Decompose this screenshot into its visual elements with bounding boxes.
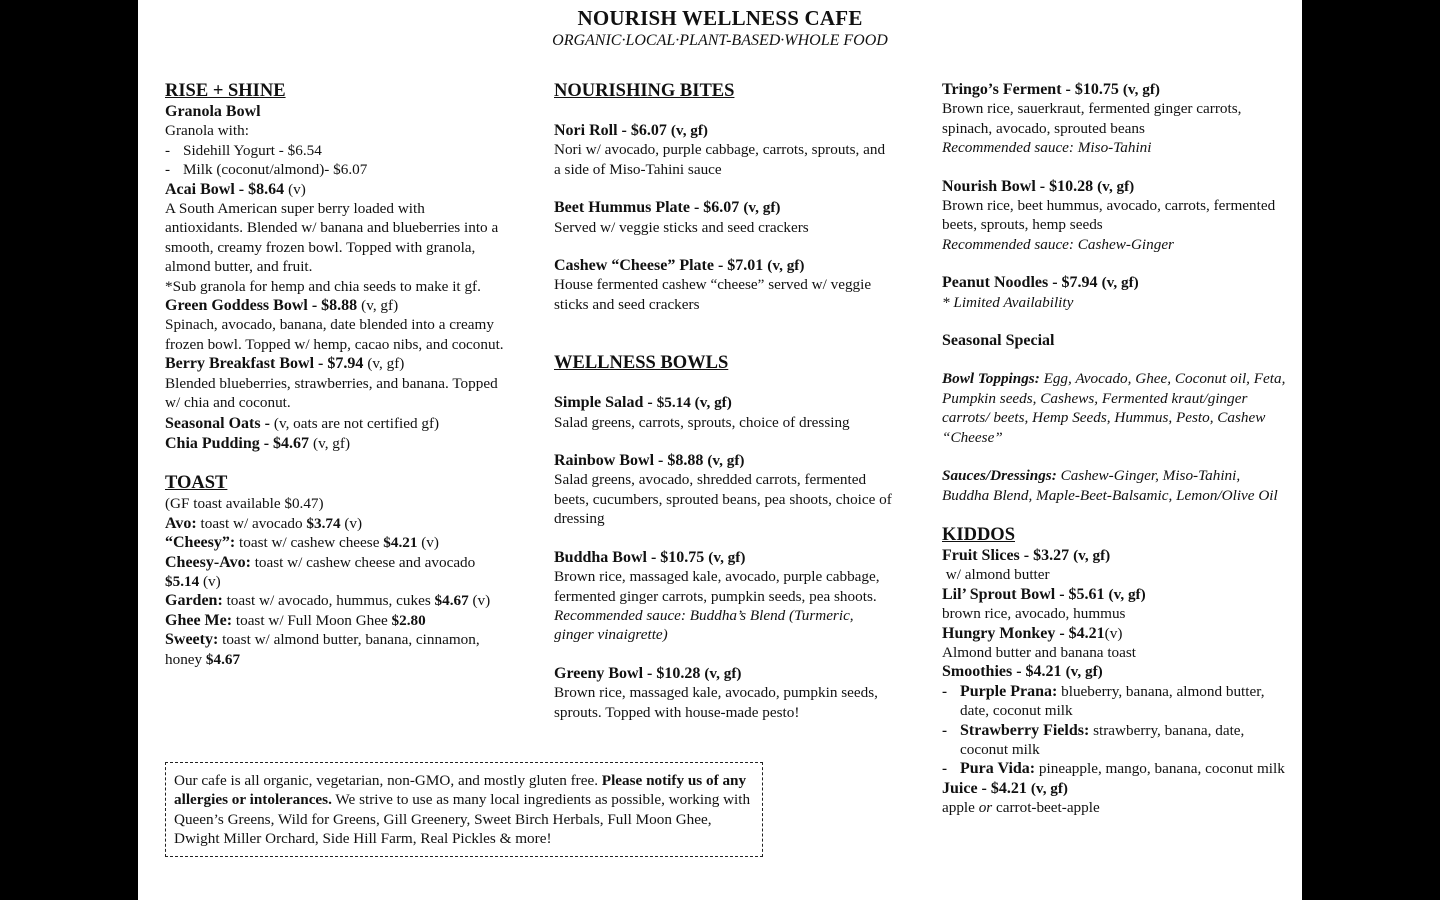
item-description: Almond butter and banana toast [942, 643, 1137, 661]
bowl-toppings: Bowl Toppings: Egg, Avocado, Ghee, Coconut oil, Feta, Pumpkin seeds, Cashews, Fermented kraut/ginger carrots/ beets, Hemp Seeds, Hummus, Pesto, Cashew “Cheese” [942, 370, 1286, 446]
recommended-sauce: Recommended sauce: Cashew-Ginger [942, 235, 1174, 253]
item-description: A South American super berry loaded with antioxidants. Blended w/ banana and blueberries into a smooth, creamy frozen bowl. Topped with granola, almond butter, and fruit. [165, 200, 499, 276]
item-chia-pudding: Chia Pudding - $4.67 (v, gf) [165, 434, 351, 452]
toast-item-garden: Garden: toast w/ avocado, hummus, cukes $4.67 (v) [165, 592, 491, 610]
item-description: House fermented cashew “cheese” served w/ veggie sticks and seed crackers [554, 276, 872, 313]
section-heading-toast: TOAST [165, 473, 228, 494]
list-item: - Sidehill Yogurt - $6.54 [165, 141, 322, 159]
list-item: - Pura Vida: pineapple, mango, banana, coconut milk [942, 760, 1285, 778]
item-cashew-cheese-plate: Cashew “Cheese” Plate - $7.01 (v, gf) [554, 257, 805, 275]
menu-page [138, 0, 1302, 900]
item-nourish-bowl: Nourish Bowl - $10.28 (v, gf) [942, 177, 1135, 195]
recommended-sauce: Recommended sauce: Miso-Tahini [942, 139, 1152, 157]
item-smoothies: Smoothies - $4.21 (v, gf) [942, 663, 1103, 681]
item-description: Served w/ veggie sticks and seed crackers [554, 218, 809, 236]
toast-item-cheesy: “Cheesy”: toast w/ cashew cheese $4.21 (v) [165, 534, 439, 552]
item-description: Brown rice, beet hummus, avocado, carrots, fermented beets, sprouts, hemp seeds [942, 197, 1276, 234]
toast-item-cheesy-avo: Cheesy-Avo: toast w/ cashew cheese and avocado $5.14 (v) [165, 553, 476, 590]
page-title: NOURISH WELLNESS CAFE [577, 6, 863, 30]
item-description: Nori w/ avocado, purple cabbage, carrots, sprouts, and a side of Miso-Tahini sauce [554, 141, 886, 178]
item-note: *Sub granola for hemp and chia seeds to make it gf. [165, 277, 481, 295]
menu-column-right [942, 80, 1287, 818]
toast-item-avo: Avo: toast w/ avocado $3.74 (v) [165, 514, 363, 532]
item-lil-sprout-bowl: Lil’ Sprout Bowl - $5.61 (v, gf) [942, 585, 1146, 603]
item-description: Brown rice, sauerkraut, fermented ginger carrots, spinach, avocado, sprouted beans [942, 100, 1242, 137]
item-hungry-monkey: Hungry Monkey - $4.21(v) [942, 624, 1123, 642]
menu-column-left [165, 80, 505, 669]
item-greeny-bowl: Greeny Bowl - $10.28 (v, gf) [554, 664, 742, 682]
item-description: Brown rice, massaged kale, avocado, purple cabbage, fermented ginger carrots, pumpkin seeds, pea shoots. Recommended sauce: Buddha’s Blend (Turmeric, ginger vinaigrette) [554, 568, 880, 644]
page-subtitle: ORGANIC·LOCAL·PLANT-BASED·WHOLE FOOD [552, 32, 888, 49]
toast-item-ghee-me: Ghee Me: toast w/ Full Moon Ghee $2.80 [165, 611, 426, 629]
item-description: Salad greens, carrots, sprouts, choice of dressing [554, 413, 850, 431]
sauces-dressings: Sauces/Dressings: Cashew-Ginger, Miso-Tahini, Buddha Blend, Maple-Beet-Balsamic, Lemon/Olive Oil [942, 467, 1278, 504]
list-item: - Strawberry Fields: strawberry, banana, date, coconut milk [942, 721, 1245, 758]
item-buddha-bowl: Buddha Bowl - $10.75 (v, gf) [554, 548, 746, 566]
section-heading-wellness-bowls: WELLNESS BOWLS [554, 353, 729, 374]
item-seasonal-oats: Seasonal Oats - (v, oats are not certified gf) [165, 414, 440, 432]
item-description: Salad greens, avocado, shredded carrots, fermented beets, cucumbers, sprouted beans, pea shoots, choice of dressing [554, 471, 892, 528]
item-green-goddess-bowl: Green Goddess Bowl - $8.88 (v, gf) [165, 297, 399, 315]
item-description: Blended blueberries, strawberries, and banana. Topped w/ chia and coconut. [165, 374, 498, 412]
item-description: w/ almond butter [942, 566, 1050, 584]
item-tringos-ferment: Tringo’s Ferment - $10.75 (v, gf) [942, 81, 1160, 98]
seasonal-special: Seasonal Special [942, 332, 1055, 350]
granola-with-label: Granola with: [165, 122, 249, 140]
item-description: Spinach, avocado, banana, date blended into a creamy frozen bowl. Topped w/ hemp, cacao nibs, and coconut. [165, 316, 504, 353]
item-fruit-slices: Fruit Slices - $3.27 (v, gf) [942, 546, 1111, 564]
item-description: Brown rice, massaged kale, avocado, pumpkin seeds, sprouts. Topped with house-made pesto! [554, 684, 878, 721]
toast-item-sweety: Sweety: toast w/ almond butter, banana, cinnamon, honey $4.67 [165, 631, 480, 668]
availability-note: * Limited Availability [942, 293, 1074, 311]
item-peanut-noodles: Peanut Noodles - $7.94 (v, gf) [942, 274, 1139, 292]
item-juice: Juice - $4.21 (v, gf) [942, 779, 1068, 797]
allergy-notice-box: Our cafe is all organic, vegetarian, non-GMO, and mostly gluten free. Please notify us of any allergies or intolerances. We strive to use as many local ingredients as possible, working with Queen’s Greens, Wild for Greens, Gill Greenery, Sweet Birch Herbals, Full Moon Ghee, Dwight Miller Orchard, Side Hill Farm, Real Pickles & more! [165, 762, 763, 857]
item-rainbow-bowl: Rainbow Bowl - $8.88 (v, gf) [554, 452, 745, 470]
item-nori-roll: Nori Roll - $6.07 (v, gf) [554, 122, 708, 139]
section-heading-rise-shine: RISE + SHINE [165, 81, 286, 101]
item-berry-breakfast-bowl: Berry Breakfast Bowl - $7.94 (v, gf) [165, 355, 405, 373]
item-beet-hummus-plate: Beet Hummus Plate - $6.07 (v, gf) [554, 199, 781, 217]
item-simple-salad: Simple Salad - $5.14 (v, gf) [554, 394, 732, 412]
item-acai-bowl: Acai Bowl - $8.64 (v) [165, 180, 306, 198]
section-heading-kiddos: KIDDOS [942, 524, 1015, 545]
menu-column-middle [554, 80, 894, 722]
list-item: - Purple Prana: blueberry, banana, almond butter, date, coconut milk [942, 682, 1265, 720]
item-description: brown rice, avocado, hummus [942, 605, 1126, 623]
section-heading-nourishing-bites: NOURISHING BITES [554, 81, 735, 101]
item-granola-bowl: Granola Bowl [165, 103, 261, 120]
item-description: apple or carrot-beet-apple [942, 799, 1100, 817]
list-item: - Milk (coconut/almond)- $6.07 [165, 161, 368, 179]
toast-note: (GF toast available $0.47) [165, 495, 324, 513]
